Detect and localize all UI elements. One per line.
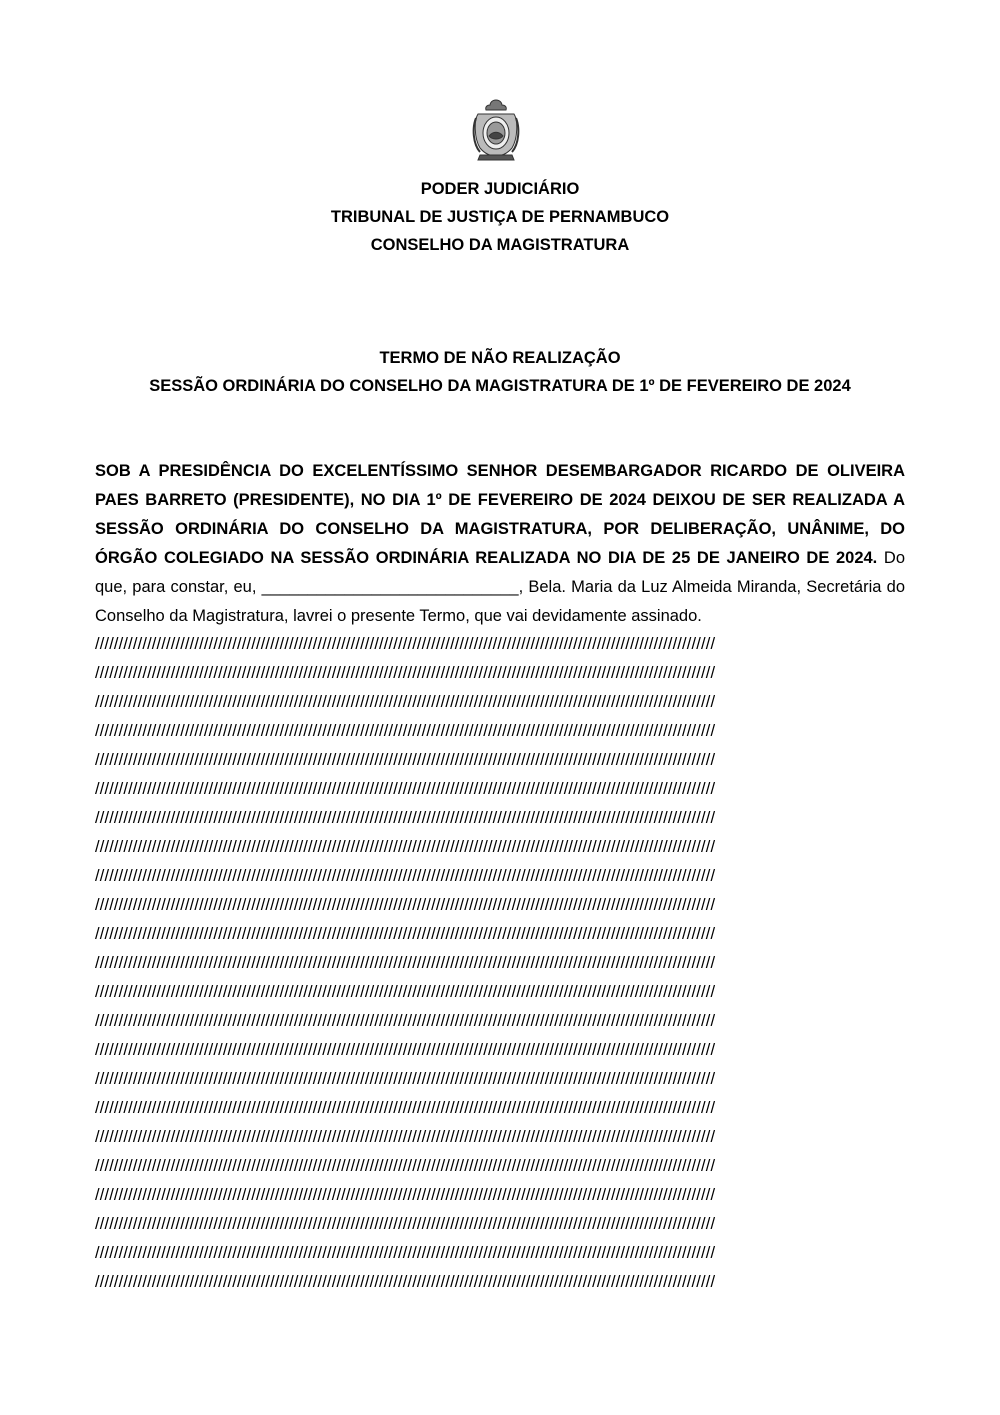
header-line-court: TRIBUNAL DE JUSTIÇA DE PERNAMBUCO xyxy=(330,208,670,226)
filler-line: /////////////////////////////////////////////////////////////////////////////////////////////////////////////////////////////////// xyxy=(95,722,716,740)
header-line-judiciary: PODER JUDICIÁRIO xyxy=(420,180,580,198)
filler-line: /////////////////////////////////////////////////////////////////////////////////////////////////////////////////////////////////// xyxy=(95,1215,716,1233)
title-line-session: SESSÃO ORDINÁRIA DO CONSELHO DA MAGISTRATURA DE 1º DE FEVEREIRO DE 2024 xyxy=(149,377,851,395)
filler-line: /////////////////////////////////////////////////////////////////////////////////////////////////////////////////////////////////// xyxy=(95,809,716,827)
filler-line: /////////////////////////////////////////////////////////////////////////////////////////////////////////////////////////////////// xyxy=(95,751,716,769)
title-line-term: TERMO DE NÃO REALIZAÇÃO xyxy=(379,349,621,367)
filler-line: /////////////////////////////////////////////////////////////////////////////////////////////////////////////////////////////////// xyxy=(95,1012,716,1030)
filler-line: /////////////////////////////////////////////////////////////////////////////////////////////////////////////////////////////////// xyxy=(95,1186,716,1204)
filler-line: /////////////////////////////////////////////////////////////////////////////////////////////////////////////////////////////////// xyxy=(95,664,716,682)
filler-line: /////////////////////////////////////////////////////////////////////////////////////////////////////////////////////////////////// xyxy=(95,1099,716,1117)
institution-header xyxy=(0,175,1000,259)
coat-of-arms-icon xyxy=(470,98,522,164)
filler-line: /////////////////////////////////////////////////////////////////////////////////////////////////////////////////////////////////// xyxy=(95,867,716,885)
filler-line: /////////////////////////////////////////////////////////////////////////////////////////////////////////////////////////////////// xyxy=(95,925,716,943)
filler-line: /////////////////////////////////////////////////////////////////////////////////////////////////////////////////////////////////// xyxy=(95,1128,716,1146)
filler-line: /////////////////////////////////////////////////////////////////////////////////////////////////////////////////////////////////// xyxy=(95,693,716,711)
filler-line: /////////////////////////////////////////////////////////////////////////////////////////////////////////////////////////////////// xyxy=(95,1070,716,1088)
filler-line: /////////////////////////////////////////////////////////////////////////////////////////////////////////////////////////////////// xyxy=(95,1157,716,1175)
document-body xyxy=(95,457,905,631)
filler-lines xyxy=(95,630,905,1297)
body-bold-text: SOB A PRESIDÊNCIA DO EXCELENTÍSSIMO SENHOR DESEMBARGADOR RICARDO DE OLIVEIRA PAES BARRETO (PRESIDENTE), NO DIA 1º DE FEVEREIRO DE 2024 DEIXOU DE SER REALIZADA A SESSÃO ORDINÁRIA DO CONSELHO DA MAGISTRATURA, POR DELIBERAÇÃO, UNÂNIME, DO ÓRGÃO COLEGIADO NA SESSÃO ORDINÁRIA REALIZADA NO DIA DE 25 DE JANEIRO DE 2024. xyxy=(95,462,905,567)
filler-line: /////////////////////////////////////////////////////////////////////////////////////////////////////////////////////////////////// xyxy=(95,1244,716,1262)
document-title xyxy=(0,344,1000,400)
body-normal-text: Do que, para constar, eu, ____________________________, Bela. Maria da Luz Almeida Miranda, Secretária do Conselho da Magistratura, lavrei o presente Termo, que vai devidamente assinado. xyxy=(95,549,905,625)
filler-line: /////////////////////////////////////////////////////////////////////////////////////////////////////////////////////////////////// xyxy=(95,1041,716,1059)
filler-line: /////////////////////////////////////////////////////////////////////////////////////////////////////////////////////////////////// xyxy=(95,838,716,856)
filler-line: /////////////////////////////////////////////////////////////////////////////////////////////////////////////////////////////////// xyxy=(95,635,716,653)
filler-line: /////////////////////////////////////////////////////////////////////////////////////////////////////////////////////////////////// xyxy=(95,954,716,972)
filler-line: /////////////////////////////////////////////////////////////////////////////////////////////////////////////////////////////////// xyxy=(95,780,716,798)
header-line-council: CONSELHO DA MAGISTRATURA xyxy=(370,236,630,254)
filler-line: /////////////////////////////////////////////////////////////////////////////////////////////////////////////////////////////////// xyxy=(95,896,716,914)
filler-line: /////////////////////////////////////////////////////////////////////////////////////////////////////////////////////////////////// xyxy=(95,983,716,1001)
filler-line: /////////////////////////////////////////////////////////////////////////////////////////////////////////////////////////////////// xyxy=(95,1273,716,1291)
